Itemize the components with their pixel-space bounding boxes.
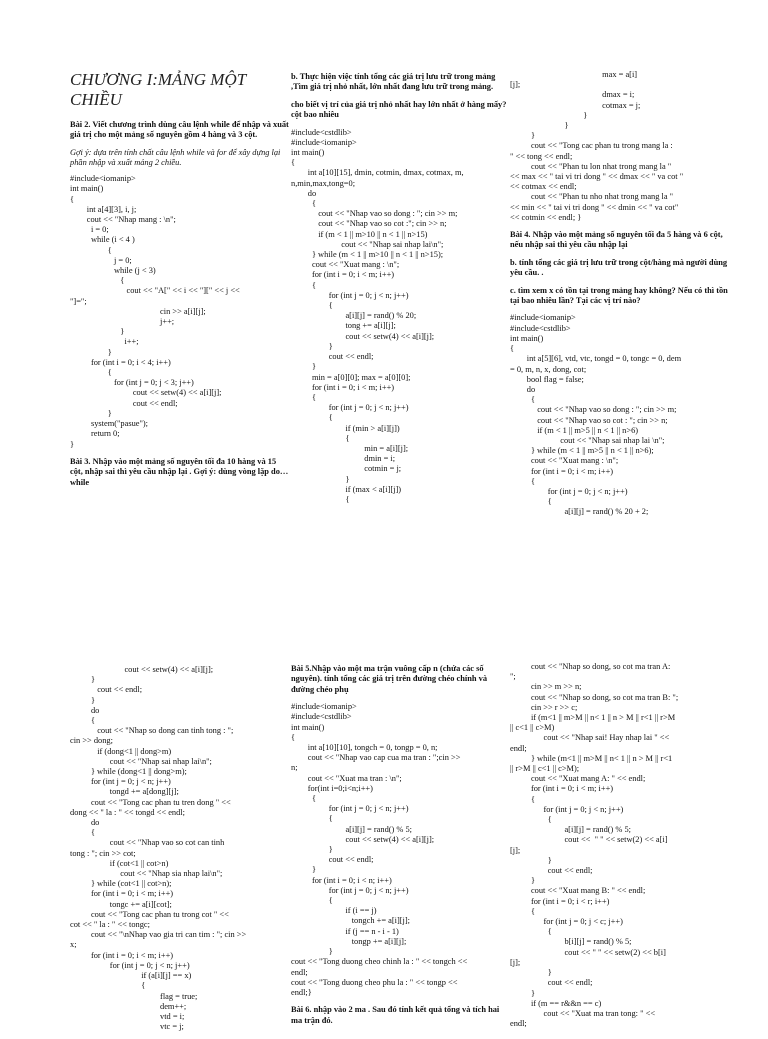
code-line: for (int j = 0; j < n; j++) bbox=[70, 777, 171, 787]
code-line: } while (dong<1 || dong>m); bbox=[70, 767, 187, 777]
code-line: cout << "Nhap vao so dong : "; cin >> m; bbox=[291, 209, 458, 219]
code-line: cout << endl; bbox=[70, 398, 178, 408]
code-line: [j]; bbox=[510, 80, 521, 90]
code-line: int a[4][3], i, j; bbox=[70, 204, 137, 214]
code-line: if (j == n - i - 1) bbox=[291, 926, 399, 936]
code-line: [j]; bbox=[510, 957, 521, 967]
code-line: { bbox=[291, 814, 333, 824]
code-line: int main() bbox=[70, 184, 104, 194]
code-line: dmin = i; bbox=[291, 454, 396, 464]
code-line: for (int i = 0; i < 4; i++) bbox=[70, 357, 171, 367]
code-line: { bbox=[510, 794, 535, 804]
code-line: cout << "Xuat mang A: " << endl; bbox=[510, 774, 646, 784]
code-line: return 0; bbox=[70, 429, 120, 439]
code-line: cout << "Nhap sai nhap lai \n"; bbox=[510, 435, 665, 445]
code-line: tong += a[i][j]; bbox=[291, 321, 396, 331]
code-line: cout << "Nhap vao so cot can tinh bbox=[70, 838, 225, 848]
code-line: cout << "Nhap so dong, so cot ma tran B: "; bbox=[510, 692, 679, 702]
code-line: { bbox=[70, 981, 146, 991]
code-line: || c<1 || c>M) bbox=[510, 723, 555, 733]
code-line: for (int j = 0; j < n; j++) bbox=[291, 885, 409, 895]
code-line: tongch += a[i][j]; bbox=[291, 916, 411, 926]
code-line: if (m<1 || m>M || n< 1 || n > M || r<1 || r>M bbox=[510, 713, 676, 723]
code-line: { bbox=[291, 732, 296, 742]
code-line: j++; bbox=[70, 317, 175, 327]
code-block bbox=[291, 702, 511, 998]
code-block bbox=[510, 313, 730, 517]
exercise-6-heading: Bài 6. nhập vào 2 ma . Sau đó tính kết quả tổng và tích hai ma trận đó. bbox=[291, 1005, 500, 1025]
code-line: int main() bbox=[510, 333, 544, 343]
code-line: if (cot<1 || cot>n) bbox=[70, 858, 169, 868]
code-line: while (j < 3) bbox=[70, 266, 156, 276]
code-line: } bbox=[70, 675, 95, 685]
code-line: } bbox=[510, 876, 535, 886]
code-line: do bbox=[70, 818, 100, 828]
code-line: n,min,max,tong=0; bbox=[291, 178, 356, 188]
code-line: cotmax = j; bbox=[510, 100, 641, 110]
code-line: << cotmin << endl; } bbox=[510, 212, 582, 222]
code-line: = 0, m, n, x, dong, cot; bbox=[510, 364, 587, 374]
code-line: cout << "Nhap sai! Hay nhap lai " << bbox=[510, 733, 670, 743]
code-line: } bbox=[510, 855, 552, 865]
task-c-heading: c. tìm xem x có tồn tại trong mảng hay không? Nếu có thì tồn tại bao nhiêu lần? Tại các vị trí nào? bbox=[510, 285, 728, 306]
code-line: cout << endl; bbox=[291, 855, 374, 865]
code-line: vtd = i; bbox=[70, 1011, 185, 1021]
code-line: max = a[i] bbox=[510, 70, 638, 79]
code-line: { bbox=[291, 280, 316, 290]
code-line: cout << "A[" << i << "][" << j << bbox=[70, 286, 240, 296]
exercise-4-heading: Bài 4. Nhập vào một mảng số nguyên tối đa 5 hàng và 6 cột, nếu nhập sai thì yêu cầu nhập lại bbox=[510, 230, 723, 250]
code-line: tong : "; cin >> cot; bbox=[70, 848, 136, 858]
code-line: for (int i = 0; i < m; i++) bbox=[70, 950, 174, 960]
code-line: do bbox=[291, 188, 317, 198]
code-line: } while (m < 1 || m>10 || n < 1 || n>15); bbox=[291, 250, 444, 260]
code-line: int a[5][6], vtd, vtc, tongd = 0, tongc = 0, dem bbox=[510, 354, 682, 364]
code-line: } bbox=[291, 947, 333, 957]
code-line: cotmin = j; bbox=[291, 464, 402, 474]
code-line: cout << setw(4) << a[i][j]; bbox=[70, 665, 214, 674]
code-line: system("pasue"); bbox=[70, 419, 149, 429]
code-line: for (int j = 0; j < 3; j++) bbox=[70, 378, 194, 388]
code-line: for (int i = 0; i < m; i++) bbox=[510, 784, 614, 794]
code-line: for (int i = 0; i < r; i++) bbox=[510, 896, 610, 906]
code-line: #include<iomanip> bbox=[291, 137, 357, 147]
code-line: { bbox=[510, 344, 515, 354]
code-line: } while (cot<1 || cot>n); bbox=[70, 879, 172, 889]
code-line: endl; bbox=[510, 743, 527, 753]
code-line: cout << "Xuat mang B: " << endl; bbox=[510, 886, 646, 896]
code-line: { bbox=[510, 497, 552, 507]
code-line: } while (m < 1 || m>5 || n < 1 || n>6); bbox=[510, 446, 654, 456]
code-line: for (int j = 0; j < n; j++) bbox=[291, 403, 409, 413]
chapter-title: CHƯƠNG I:MẢNG MỘT CHIỀU bbox=[70, 70, 246, 109]
code-line: "; bbox=[510, 672, 516, 682]
code-line: cout << " " << setw(2) << a[i] bbox=[510, 835, 668, 845]
code-line: { bbox=[70, 828, 95, 838]
page1-column-2 bbox=[291, 70, 511, 512]
code-line: { bbox=[291, 494, 350, 504]
code-line: for (int j = 0; j < n; j++) bbox=[510, 804, 624, 814]
code-line: for (int j = 0; j < n; j++) bbox=[70, 960, 190, 970]
code-line: } bbox=[70, 347, 112, 357]
code-line: << cotmax << endl; bbox=[510, 182, 577, 192]
code-line: cout << "Xuat ma tran tong: " << bbox=[510, 1008, 656, 1018]
code-line: cout << endl; bbox=[510, 866, 593, 876]
code-line: dem++; bbox=[70, 1001, 187, 1011]
code-line: } bbox=[291, 362, 316, 372]
exercise-3-heading: Bài 3. Nhập vào một mảng số nguyên tối đa 10 hàng và 15 cột, nhập sai thì yêu cầu nhập lại . Gợi ý: dùng vòng lặp do…while bbox=[70, 456, 289, 487]
code-line: cout << "\nNhap vao gia tri can tim : "; cin >> bbox=[70, 930, 247, 940]
code-line: } bbox=[291, 341, 333, 351]
code-line: cout << "Phan tu nho nhat trong mang la " bbox=[510, 192, 674, 202]
code-line: tongc += a[i][cot]; bbox=[70, 899, 172, 909]
code-line: vtc = j; bbox=[70, 1022, 184, 1032]
code-line: { bbox=[70, 716, 95, 726]
code-line: dong << " la : " << tongd << endl; bbox=[70, 807, 185, 817]
code-line: #include<iomanip> bbox=[510, 313, 576, 323]
code-line: endl;} bbox=[291, 987, 312, 997]
code-line: for (int i = 0; i < m; i++) bbox=[291, 382, 395, 392]
exercise-5-heading: Bài 5.Nhập vào một ma trận vuông cấp n (chứa các số nguyên). tính tổng các giá trị trên đường chéo chính và đường chéo phụ bbox=[291, 664, 488, 694]
code-line: if (min > a[i][j]) bbox=[291, 423, 400, 433]
code-line: "]="; bbox=[70, 296, 87, 306]
code-line: << min << " tai vi tri dong " << dmin << " va cot" bbox=[510, 202, 679, 212]
code-line: cout << "Nhap so dong, so cot ma tran A: bbox=[510, 662, 671, 671]
code-line: { bbox=[291, 433, 350, 443]
code-line: for (int i = 0; i < m; i++) bbox=[291, 270, 395, 280]
code-line: endl; bbox=[510, 1019, 527, 1029]
code-line: << max << " tai vi tri dong " << dmax << " va cot " bbox=[510, 172, 684, 182]
code-line: { bbox=[70, 276, 125, 286]
code-line: { bbox=[291, 896, 333, 906]
code-line: cout << "Tong duong cheo phu la : " << tongp << bbox=[291, 977, 458, 987]
task-b-heading: b. tính tổng các giá trị lưu trữ trong cột/hàng mà người dùng yêu cầu. . bbox=[510, 257, 728, 278]
code-line: cout << "Nhap sia nhap lai\n"; bbox=[70, 869, 223, 879]
code-line: { bbox=[291, 301, 333, 311]
code-line: if (m < 1 || m>10 || n < 1 || n>15) bbox=[291, 229, 428, 239]
code-line: min = a[0][0]; max = a[0][0]; bbox=[291, 372, 411, 382]
code-line: do bbox=[70, 705, 100, 715]
code-line: { bbox=[70, 368, 112, 378]
code-line: int main() bbox=[291, 722, 325, 732]
code-line: cout << "Nhap vao so dong : "; cin >> m; bbox=[510, 405, 677, 415]
code-line: while (i < 4 ) bbox=[70, 235, 135, 245]
page-1 bbox=[0, 0, 768, 517]
code-line: cout << "Nhap vao so cot :"; cin >> n; bbox=[291, 219, 447, 229]
code-line: min = a[i][j]; bbox=[291, 443, 409, 453]
code-line: cout << "Xuat mang : \n"; bbox=[291, 260, 400, 270]
code-line: cout << endl; bbox=[291, 352, 374, 362]
code-line: tongp += a[i][j]; bbox=[291, 936, 407, 946]
code-line: #include<cstdlib> bbox=[291, 127, 352, 137]
code-line: cout << "Tong duong cheo chinh la : " << tongch << bbox=[291, 957, 468, 967]
code-line: a[i][j] = rand() % 5; bbox=[510, 825, 632, 835]
code-line: cin >> dong; bbox=[70, 736, 113, 746]
code-line: i = 0; bbox=[70, 225, 109, 235]
code-line: } bbox=[291, 474, 350, 484]
code-line: cout << setw(4) << a[i][j]; bbox=[291, 834, 435, 844]
task-b-subheading: cho biết vị trí của giá trị nhỏ nhất hay lớn nhất ở hàng mấy? cột bao nhiêu bbox=[291, 99, 507, 120]
code-line: int main() bbox=[291, 148, 325, 158]
code-line: if (i == j) bbox=[291, 906, 377, 916]
code-line: n; bbox=[291, 763, 298, 773]
code-line: cout << "Nhap sai nhap lai\n"; bbox=[291, 239, 444, 249]
code-line: } bbox=[510, 131, 535, 141]
code-line: flag = true; bbox=[70, 991, 198, 1001]
code-line: } bbox=[510, 988, 535, 998]
code-line: a[i][j] = rand() % 20 + 2; bbox=[510, 507, 649, 517]
code-line: a[i][j] = rand() % 20; bbox=[291, 311, 417, 321]
code-line: for (int i = 0; i < n; i++) bbox=[291, 875, 392, 885]
code-line: endl; bbox=[291, 967, 308, 977]
code-line: cin >> m >> n; bbox=[510, 682, 582, 692]
code-line: cout << "Phan tu lon nhat trong mang la " bbox=[510, 161, 672, 171]
code-line: } bbox=[510, 121, 569, 131]
code-line: j = 0; bbox=[70, 255, 132, 265]
code-line: } bbox=[510, 110, 588, 120]
task-b-heading: b. Thực hiện việc tính tổng các giá trị lưu trữ trong mảng ,Tìm giá trị nhỏ nhất, lớn nhất đang lưu trữ trong mảng. bbox=[291, 72, 496, 92]
code-line: if (dong<1 || dong>m) bbox=[70, 746, 172, 756]
code-line: } bbox=[291, 845, 333, 855]
code-block bbox=[291, 128, 511, 506]
code-line: tongd += a[dong][j]; bbox=[70, 787, 179, 797]
code-line: cout << "Tong cac phan tu trong cot " << bbox=[70, 909, 229, 919]
code-line: if (max < a[i][j]) bbox=[291, 484, 402, 494]
code-line: cout << "Nhap so dong can tinh tong : "; bbox=[70, 726, 234, 736]
code-block bbox=[70, 174, 290, 449]
code-line: for (int i = 0; i < m; i++) bbox=[510, 466, 614, 476]
code-line: cout << "Xuat mang : \n"; bbox=[510, 456, 619, 466]
code-line: } while (m<1 || m>M || n< 1 || n > M || r<1 bbox=[510, 753, 673, 763]
page1-column-1 bbox=[70, 70, 290, 495]
code-line: { bbox=[70, 194, 75, 204]
code-line: a[i][j] = rand() % 5; bbox=[291, 824, 413, 834]
code-line: { bbox=[291, 413, 333, 423]
code-line: cout << setw(4) << a[i][j]; bbox=[291, 331, 435, 341]
code-line: do bbox=[510, 384, 536, 394]
code-line: cout << "Tong cac phan tu trong mang la : bbox=[510, 141, 673, 151]
code-line: } bbox=[70, 695, 95, 705]
code-line: { bbox=[291, 199, 316, 209]
code-line: #include<iomanip> bbox=[70, 174, 136, 184]
code-line: i++; bbox=[70, 337, 139, 347]
page2-column-3 bbox=[510, 662, 730, 1036]
code-line: for (int j = 0; j < n; j++) bbox=[291, 290, 409, 300]
code-line: for (int j = 0; j < n; j++) bbox=[510, 486, 628, 496]
code-line: { bbox=[510, 476, 535, 486]
code-line: #include<iomanip> bbox=[291, 702, 357, 712]
code-line: } bbox=[291, 865, 316, 875]
code-line: if (m == r&&n == c) bbox=[510, 998, 602, 1008]
code-line: for (int j = 0; j < c; j++) bbox=[510, 917, 623, 927]
code-line: int a[10][10], tongch = 0, tongp = 0, n; bbox=[291, 743, 438, 753]
code-line: { bbox=[510, 395, 535, 405]
code-line: if (a[i][j] == x) bbox=[70, 971, 192, 981]
page1-column-3 bbox=[510, 70, 730, 525]
page2-column-2 bbox=[291, 662, 511, 1033]
code-line: #include<cstdlib> bbox=[291, 712, 352, 722]
code-line: for(int i=0;i<n;i++) bbox=[291, 783, 373, 793]
code-line: { bbox=[291, 158, 296, 168]
code-line: { bbox=[291, 794, 316, 804]
code-line: int a[10][15], dmin, cotmin, dmax, cotmax, m, bbox=[291, 168, 464, 178]
code-block bbox=[510, 70, 730, 223]
code-line: cout << "Xuat ma tran : \n"; bbox=[291, 773, 402, 783]
code-line: { bbox=[510, 815, 552, 825]
code-line: } bbox=[510, 968, 552, 978]
code-line: #include<cstdlib> bbox=[510, 323, 571, 333]
code-line: bool flag = false; bbox=[510, 374, 584, 384]
code-line: b[i][j] = rand() % 5; bbox=[510, 937, 632, 947]
code-line: " << tong << endl; bbox=[510, 151, 573, 161]
code-line: cout << setw(4) << a[i][j]; bbox=[70, 388, 222, 398]
code-line: x; bbox=[70, 940, 77, 950]
code-block bbox=[70, 665, 290, 1032]
code-line: if (m < 1 || m>5 || n < 1 || n>6) bbox=[510, 425, 639, 435]
code-line: [j]; bbox=[510, 845, 521, 855]
code-line: } bbox=[70, 439, 75, 449]
code-line: cout << " " << setw(2) << b[i] bbox=[510, 947, 666, 957]
exercise-2-hint: Gợi ý: dựa trên tính chất câu lệnh while và for để xây dựng lại phần nhập và xuất mảng 2 chiều. bbox=[70, 147, 281, 168]
code-line: { bbox=[70, 245, 112, 255]
code-line: } bbox=[70, 327, 125, 337]
code-line: cout << "Nhap vao cap cua ma tran : ";cin >> bbox=[291, 753, 461, 763]
code-line: for (int j = 0; j < n; j++) bbox=[291, 804, 409, 814]
code-line: cout << endl; bbox=[510, 978, 593, 988]
code-line: cout << "Nhap vao so cot : "; cin >> n; bbox=[510, 415, 668, 425]
code-line: cin >> a[i][j]; bbox=[70, 306, 206, 316]
code-line: cin >> r >> c; bbox=[510, 702, 578, 712]
code-line: } bbox=[70, 408, 112, 418]
code-line: cout << "Nhap sai nhap lai\n"; bbox=[70, 756, 212, 766]
code-line: for (int i = 0; i < m; i++) bbox=[70, 889, 174, 899]
code-line: cot << " la : " << tongc; bbox=[70, 920, 150, 930]
code-line: dmax = i; bbox=[510, 90, 635, 100]
code-line: || r>M || c<1 || c>M); bbox=[510, 764, 580, 774]
code-line: cout << "Tong cac phan tu tren dong " << bbox=[70, 797, 231, 807]
code-line: { bbox=[510, 927, 552, 937]
page2-column-1 bbox=[70, 665, 290, 1039]
code-line: cout << endl; bbox=[70, 685, 143, 695]
exercise-2-heading: Bài 2. Viết chương trình dùng câu lệnh while để nhập và xuất giá trị cho một mảng số nguyên gồm 4 hàng và 3 cột. bbox=[70, 120, 289, 140]
code-line: { bbox=[510, 906, 535, 916]
code-line: { bbox=[291, 392, 316, 402]
code-block bbox=[510, 662, 730, 1029]
page-2 bbox=[0, 512, 768, 1032]
code-line: cout << "Nhap mang : \n"; bbox=[70, 215, 176, 225]
